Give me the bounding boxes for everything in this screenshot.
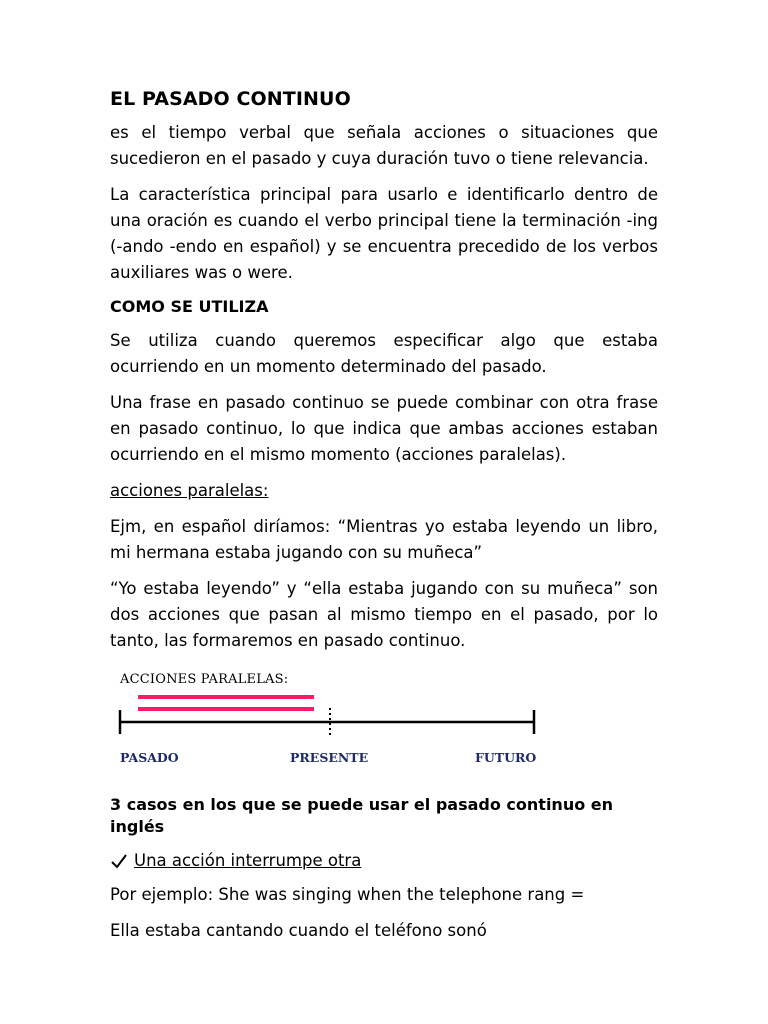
case-1-label: Una acción interrumpe otra xyxy=(134,851,362,870)
timeline-figure xyxy=(110,664,550,774)
label-future: FUTURO xyxy=(475,750,537,765)
characteristic-paragraph: La característica principal para usarlo e identificarlo dentro de una oración es cuando el verbo principal tiene la terminación -ing (-ando -endo en español) y se encuentra precedido de los verbos auxiliares was o were. xyxy=(110,185,658,282)
usage-paragraph-2: Una frase en pasado continuo se puede combinar con otra frase en pasado continuo, lo que indica que ambas acciones estaban ocurriendo en el mismo momento (acciones paralelas). xyxy=(110,393,658,464)
label-present: PRESENTE xyxy=(290,750,369,765)
parallel-actions-heading: acciones paralelas: xyxy=(110,481,269,500)
cases-heading: 3 casos en los que se puede usar el pasado continuo en inglés xyxy=(110,795,614,836)
intro-paragraph: es el tiempo verbal que señala acciones o situaciones que sucedieron en el pasado y cuya duración tuvo o tiene relevancia. xyxy=(110,123,658,168)
usage-paragraph-1: Se utiliza cuando queremos especificar algo que estaba ocurriendo en un momento determinado del pasado. xyxy=(110,331,658,376)
example-paragraph-2: “Yo estaba leyendo” y “ella estaba jugando con su muñeca” son dos acciones que pasan al mismo tiempo en el pasado, por lo tanto, las formaremos en pasado continuo. xyxy=(110,579,658,650)
example-english: Por ejemplo: She was singing when the telephone rang = xyxy=(110,885,585,904)
document-page xyxy=(110,88,658,954)
page-title: EL PASADO CONTINUO xyxy=(110,88,351,110)
case-1-item xyxy=(110,848,658,874)
timeline-title: ACCIONES PARALELAS: xyxy=(120,672,289,687)
example-paragraph-1: Ejm, en español diríamos: “Mientras yo estaba leyendo un libro, mi hermana estaba jugando con su muñeca” xyxy=(110,517,658,562)
usage-heading: COMO SE UTILIZA xyxy=(110,297,269,316)
example-spanish: Ella estaba cantando cuando el teléfono sonó xyxy=(110,921,487,940)
label-past: PASADO xyxy=(120,750,179,765)
checkmark-icon xyxy=(110,852,128,870)
